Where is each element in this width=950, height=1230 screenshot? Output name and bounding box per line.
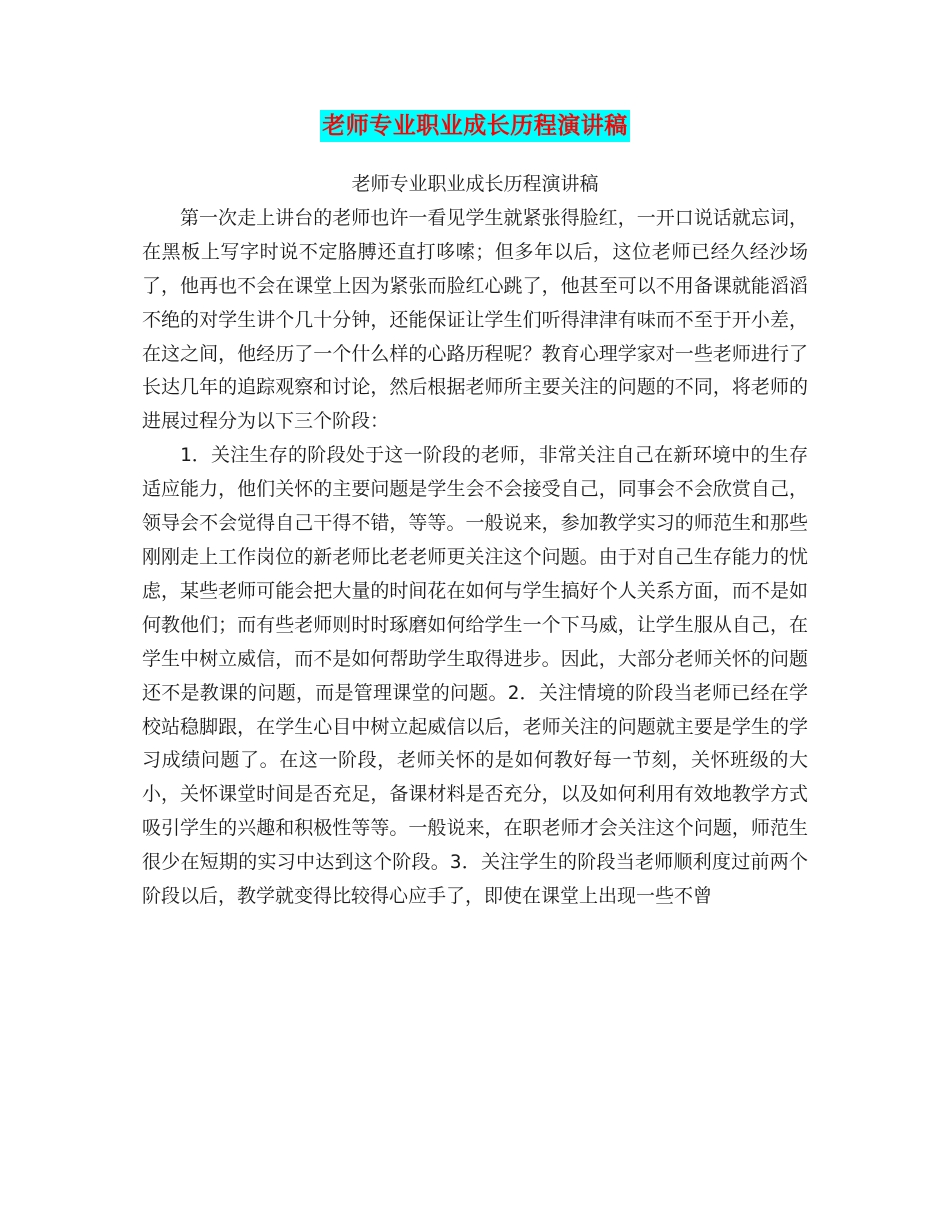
document-subtitle: 老师专业职业成长历程演讲稿 xyxy=(351,173,599,195)
paragraph-stages: 1．关注生存的阶段处于这一阶段的老师，非常关注自己在新环境中的生存适应能力，他们关怀的主要问题是学生会不会接受自己，同事会不会欣赏自己，领导会不会觉得自己干得不错，等等。一般说来，参加教学实习的师范生和那些刚刚走上工作岗位的新老师比老老师更关注这个问题。由于对自己生存能力的忧虑，某些老师可能会把大量的时间花在如何与学生搞好个人关系方面，而不是如何教他们；而有些老师则时时琢磨如何给学生一个下马威，让学生服从自己，在学生中树立威信，而不是如何帮助学生取得进步。因此，大部分老师关怀的问题还不是教课的问题，而是管理课堂的问题。2．关注情境的阶段当老师已经在学校站稳脚跟，在学生心目中树立起威信以后，老师关注的问题就主要是学生的学习成绩问题了。在这一阶段，老师关怀的是如何教好每一节刻，关怀班级的大小，关怀课堂时间是否充足，备课材料是否充分，以及如何利用有效地教学方式吸引学生的兴趣和积极性等等。一般说来，在职老师才会关注这个问题，师范生很少在短期的实习中达到这个阶段。3．关注学生的阶段当老师顺利度过前两个阶段以后，教学就变得比较得心应手了，即使在课堂上出现一些不曾 xyxy=(142,444,808,908)
document-body xyxy=(142,168,808,914)
document-title: 老师专业职业成长历程演讲稿 xyxy=(320,110,630,142)
title-container xyxy=(0,110,950,142)
paragraph-intro: 第一次走上讲台的老师也许一看见学生就紧张得脸红，一开口说话就忘词，在黑板上写字时说不定胳膊还直打哆嗦；但多年以后，这位老师已经久经沙场了，他再也不会在课堂上因为紧张而脸红心跳了，他甚至可以不用备课就能滔滔不绝的对学生讲个几十分钟，还能保证让学生们听得津津有味而不至于开小差，在这之间，他经历了一个什么样的心路历程呢？教育心理学家对一些老师进行了长达几年的追踪观察和讨论，然后根据老师所主要关注的问题的不同，将老师的进展过程分为以下三个阶段： xyxy=(142,206,808,433)
